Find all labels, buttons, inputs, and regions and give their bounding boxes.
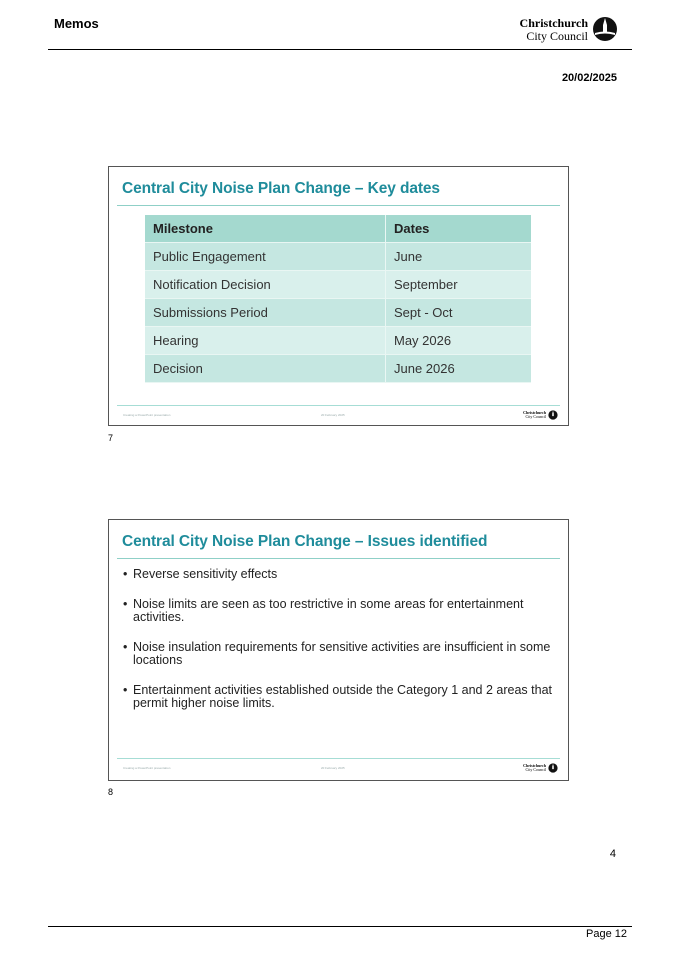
table-row <box>145 355 531 383</box>
slide-key-dates <box>108 166 569 426</box>
issues-list <box>123 568 553 727</box>
slide-footer-logo <box>518 763 558 773</box>
slide-footer-left: Creating a PowerPoint presentation <box>123 766 171 770</box>
logo-line-1: Christchurch <box>519 16 588 30</box>
table-row <box>145 271 531 299</box>
list-item: • Noise insulation requirements for sensitive activities are insufficient in some locations <box>123 641 553 667</box>
title-divider <box>117 205 560 206</box>
slide-footer-date: 20 February 2025 <box>321 413 345 417</box>
page-label: Page 12 <box>586 928 627 940</box>
slide-footer-left: Creating a PowerPoint presentation <box>123 413 171 417</box>
date-cell: May 2026 <box>386 327 532 355</box>
milestone-cell: Notification Decision <box>145 271 386 299</box>
list-item: • Reverse sensitivity effects <box>123 568 553 581</box>
slide-footer-logo <box>518 410 558 420</box>
slide-issues-identified <box>108 519 569 781</box>
slide-footer-date: 20 February 2025 <box>321 766 345 770</box>
footer-divider <box>48 926 632 927</box>
mini-logo-line-1: Christchurch <box>523 410 546 415</box>
key-dates-table <box>145 215 531 383</box>
table-header-row <box>145 215 531 243</box>
council-logo <box>512 14 618 44</box>
mini-logo-line-2: City Council <box>525 767 546 772</box>
memo-header-title: Memos <box>54 16 99 31</box>
table-row <box>145 327 531 355</box>
document-date: 20/02/2025 <box>561 72 617 84</box>
milestone-cell: Decision <box>145 355 386 383</box>
mini-logo-line-2: City Council <box>525 414 546 419</box>
logo-line-2: City Council <box>526 29 588 43</box>
date-cell: September <box>386 271 532 299</box>
slide-footer-divider <box>117 405 560 406</box>
table-header-cell: Dates <box>386 215 532 243</box>
slide-footer-divider <box>117 758 560 759</box>
page-number: 4 <box>609 848 616 860</box>
table-header-cell: Milestone <box>145 215 386 243</box>
header-divider <box>48 49 632 50</box>
slide-title: Central City Noise Plan Change – Key dates <box>122 180 440 197</box>
slide-number: 8 <box>108 787 114 797</box>
table-row <box>145 243 531 271</box>
title-divider <box>117 558 560 559</box>
cathedral-logo-icon <box>592 16 618 42</box>
milestone-cell: Submissions Period <box>145 299 386 327</box>
table-row <box>145 299 531 327</box>
slide-title: Central City Noise Plan Change – Issues identified <box>122 533 488 550</box>
slide-number: 7 <box>108 433 114 443</box>
cathedral-logo-icon <box>548 410 558 420</box>
date-cell: Sept - Oct <box>386 299 532 327</box>
milestone-cell: Public Engagement <box>145 243 386 271</box>
cathedral-logo-icon <box>548 763 558 773</box>
mini-logo-line-1: Christchurch <box>523 763 546 768</box>
list-item: • Noise limits are seen as too restrictive in some areas for entertainment activities. <box>123 598 553 624</box>
milestone-cell: Hearing <box>145 327 386 355</box>
list-item: • Entertainment activities established outside the Category 1 and 2 areas that permit higher noise limits. <box>123 684 553 710</box>
date-cell: June <box>386 243 532 271</box>
date-cell: June 2026 <box>386 355 532 383</box>
